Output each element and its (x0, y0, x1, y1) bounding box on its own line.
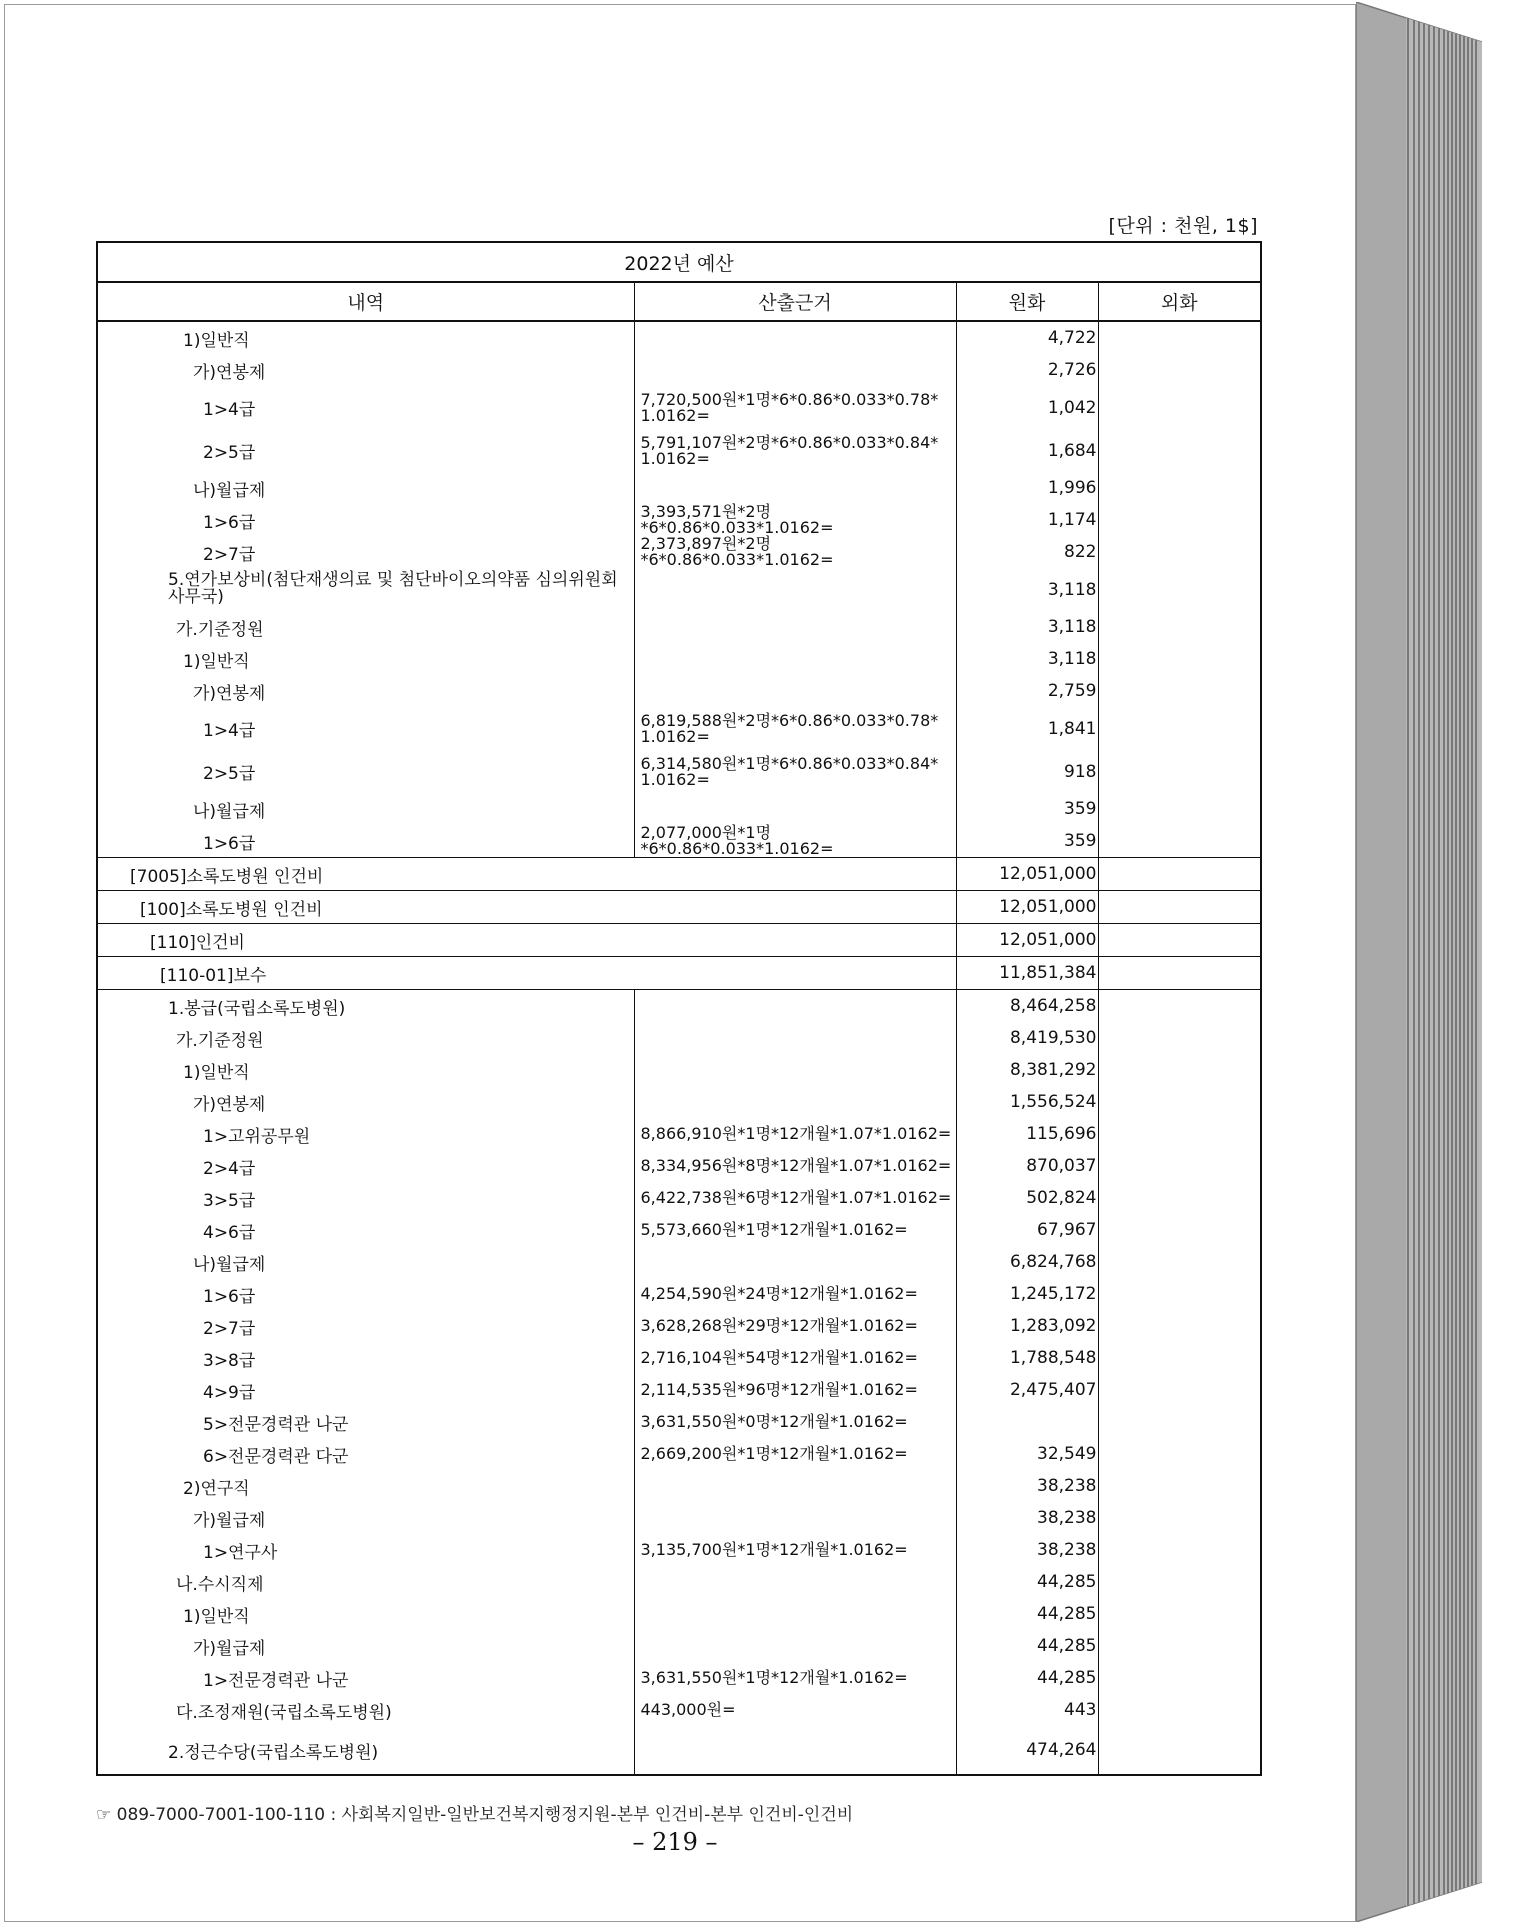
book-page-edges (1356, 2, 1482, 1922)
row-foreign-amount (1098, 1086, 1261, 1118)
row-item-label: [100]소록도병원 인건비 (140, 899, 323, 920)
row-krw-amount: 1,245,172 (956, 1278, 1098, 1310)
row-item-label: 1>고위공무원 (203, 1126, 311, 1147)
row-item-label: [7005]소록도병원 인건비 (130, 866, 324, 887)
row-item-cell (97, 1086, 634, 1118)
table-row (97, 1310, 1261, 1342)
row-item-cell (97, 1310, 634, 1342)
table-row (97, 1086, 1261, 1118)
row-foreign-amount (1098, 825, 1261, 858)
row-krw-amount: 3,118 (956, 611, 1098, 643)
row-item-cell (97, 1246, 634, 1278)
footer-reference: ☞ 089-7000-7001-100-110 : 사회복지일반-일반보건복지행정지원-본부 인건비-본부 인건비-인건비 (96, 1805, 854, 1825)
row-foreign-amount (1098, 924, 1261, 957)
row-item-label: 1.봉급(국립소록도병원) (168, 998, 346, 1019)
row-item-label: 2)연구직 (183, 1478, 250, 1499)
table-row (97, 957, 1261, 990)
table-title: 2022년 예산 (97, 242, 1261, 282)
row-basis-cell (634, 1022, 956, 1054)
row-foreign-amount (1098, 1726, 1261, 1775)
row-krw-amount: 38,238 (956, 1470, 1098, 1502)
row-item-label: 나)월급제 (193, 1254, 266, 1275)
row-basis-cell (634, 1630, 956, 1662)
table-row (97, 1374, 1261, 1406)
row-item-cell (97, 1406, 634, 1438)
row-foreign-amount (1098, 611, 1261, 643)
row-basis-cell: 6,819,588원*2명*6*0.86*0.033*0.78* 1.0162= (634, 707, 956, 750)
row-item-label: 다.조정재원(국립소록도병원) (176, 1702, 392, 1723)
row-basis-cell: 3,628,268원*29명*12개월*1.0162= (634, 1310, 956, 1342)
table-row (97, 611, 1261, 643)
row-item-label: 나)월급제 (193, 801, 266, 822)
row-item-cell (97, 1150, 634, 1182)
row-krw-amount: 6,824,768 (956, 1246, 1098, 1278)
row-foreign-amount (1098, 1278, 1261, 1310)
table-row (97, 321, 1261, 354)
table-row (97, 1566, 1261, 1598)
row-item-cell (97, 1502, 634, 1534)
row-foreign-amount (1098, 957, 1261, 990)
row-basis-cell: 2,716,104원*54명*12개월*1.0162= (634, 1342, 956, 1374)
row-krw-amount: 822 (956, 536, 1098, 568)
table-row (97, 1534, 1261, 1566)
row-basis-cell: 2,669,200원*1명*12개월*1.0162= (634, 1438, 956, 1470)
row-basis-cell: 2,114,535원*96명*12개월*1.0162= (634, 1374, 956, 1406)
row-item-label: 1)일반직 (183, 330, 250, 351)
row-item-label: 2>7급 (203, 1318, 256, 1339)
row-item-label: 1)일반직 (183, 1062, 250, 1083)
row-foreign-amount (1098, 429, 1261, 472)
table-row (97, 354, 1261, 386)
row-krw-amount: 38,238 (956, 1502, 1098, 1534)
row-basis-cell: 3,631,550원*1명*12개월*1.0162= (634, 1662, 956, 1694)
row-foreign-amount (1098, 472, 1261, 504)
row-item-cell (97, 1342, 634, 1374)
table-row (97, 858, 1261, 891)
row-item-label: 가)연봉제 (193, 683, 266, 704)
table-row (97, 1438, 1261, 1470)
row-basis-cell: 6,314,580원*1명*6*0.86*0.033*0.84* 1.0162= (634, 750, 956, 793)
row-basis-cell: 5,573,660원*1명*12개월*1.0162= (634, 1214, 956, 1246)
row-item-label: 2>5급 (203, 443, 256, 463)
row-krw-amount: 3,118 (956, 568, 1098, 611)
budget-table (96, 241, 1262, 1776)
row-basis-cell (634, 1054, 956, 1086)
row-item-cell (97, 1470, 634, 1502)
table-row (97, 1694, 1261, 1726)
row-item-cell (97, 750, 634, 793)
row-foreign-amount (1098, 1630, 1261, 1662)
row-item-label: 가.기준정원 (176, 619, 264, 640)
row-basis-cell (634, 1470, 956, 1502)
row-foreign-amount (1098, 536, 1261, 568)
row-item-label: 4>6급 (203, 1222, 256, 1243)
row-basis-cell: 3,135,700원*1명*12개월*1.0162= (634, 1534, 956, 1566)
row-item-label: 2>4급 (203, 1158, 256, 1179)
row-foreign-amount (1098, 1246, 1261, 1278)
row-basis-cell: 4,254,590원*24명*12개월*1.0162= (634, 1278, 956, 1310)
table-row (97, 1630, 1261, 1662)
row-item-label: 1>4급 (203, 400, 256, 420)
row-krw-amount: 32,549 (956, 1438, 1098, 1470)
table-row (97, 1598, 1261, 1630)
row-item-label: 1>4급 (203, 721, 256, 741)
row-foreign-amount (1098, 1502, 1261, 1534)
row-item-cell (97, 1438, 634, 1470)
row-item-label: 가.기준정원 (176, 1030, 264, 1051)
row-foreign-amount (1098, 1150, 1261, 1182)
row-foreign-amount (1098, 1406, 1261, 1438)
row-foreign-amount (1098, 990, 1261, 1023)
table-row (97, 1054, 1261, 1086)
row-foreign-amount (1098, 568, 1261, 611)
row-item-label: 1>연구사 (203, 1542, 278, 1563)
column-header-foreign: 외화 (1098, 282, 1261, 321)
row-item-label: 나.수시직제 (176, 1574, 264, 1595)
row-item-cell (97, 643, 634, 675)
table-row (97, 1278, 1261, 1310)
row-foreign-amount (1098, 1182, 1261, 1214)
row-item-cell (97, 1534, 634, 1566)
row-item-cell (97, 1726, 634, 1775)
row-item-label: 1)일반직 (183, 651, 250, 672)
row-krw-amount: 2,759 (956, 675, 1098, 707)
row-foreign-amount (1098, 1022, 1261, 1054)
row-basis-cell: 8,334,956원*8명*12개월*1.07*1.0162= (634, 1150, 956, 1182)
table-row (97, 504, 1261, 536)
row-krw-amount: 8,419,530 (956, 1022, 1098, 1054)
row-krw-amount (956, 1406, 1098, 1438)
row-item-cell (97, 536, 634, 568)
row-item-cell (97, 707, 634, 750)
row-krw-amount: 870,037 (956, 1150, 1098, 1182)
table-row (97, 1246, 1261, 1278)
table-row (97, 1662, 1261, 1694)
row-krw-amount: 443 (956, 1694, 1098, 1726)
row-item-cell (97, 793, 634, 825)
row-basis-cell: 6,422,738원*6명*12개월*1.07*1.0162= (634, 1182, 956, 1214)
row-item-label: 1>6급 (203, 512, 256, 533)
row-item-label: 5.연가보상비(첨단재생의료 및 첨단바이오의약품 심의위원회 사무국) (168, 570, 618, 607)
row-basis-cell (634, 1566, 956, 1598)
row-item-cell (97, 1598, 634, 1630)
row-item-label: 4>9급 (203, 1382, 256, 1403)
row-basis-cell: 3,393,571원*2명*6*0.86*0.033*1.0162= (634, 504, 956, 536)
row-foreign-amount (1098, 1438, 1261, 1470)
row-basis-cell: 443,000원= (634, 1694, 956, 1726)
row-item-cell (97, 1054, 634, 1086)
row-foreign-amount (1098, 675, 1261, 707)
row-krw-amount: 12,051,000 (956, 924, 1098, 957)
row-foreign-amount (1098, 750, 1261, 793)
row-krw-amount: 1,996 (956, 472, 1098, 504)
row-item-cell (97, 504, 634, 536)
row-krw-amount: 3,118 (956, 643, 1098, 675)
row-krw-amount: 2,475,407 (956, 1374, 1098, 1406)
row-basis-cell (634, 643, 956, 675)
table-row (97, 568, 1261, 611)
row-basis-cell (634, 1726, 956, 1775)
row-item-label: 1>전문경력관 나군 (203, 1670, 349, 1691)
row-item-label: 3>5급 (203, 1190, 256, 1211)
row-basis-cell: 7,720,500원*1명*6*0.86*0.033*0.78* 1.0162= (634, 386, 956, 429)
row-item-label: 6>전문경력관 다군 (203, 1446, 349, 1467)
row-krw-amount: 1,283,092 (956, 1310, 1098, 1342)
row-item-label: 1>6급 (203, 1286, 256, 1307)
row-krw-amount: 918 (956, 750, 1098, 793)
row-krw-amount: 115,696 (956, 1118, 1098, 1150)
row-item-label: 3>8급 (203, 1350, 256, 1371)
row-item-cell (97, 354, 634, 386)
table-row (97, 924, 1261, 957)
row-item-cell (97, 1566, 634, 1598)
row-foreign-amount (1098, 643, 1261, 675)
row-foreign-amount (1098, 858, 1261, 891)
row-foreign-amount (1098, 1662, 1261, 1694)
row-krw-amount: 1,042 (956, 386, 1098, 429)
row-basis-cell (634, 354, 956, 386)
table-row (97, 891, 1261, 924)
row-item-cell (97, 858, 956, 891)
row-foreign-amount (1098, 1598, 1261, 1630)
row-basis-cell (634, 1086, 956, 1118)
row-krw-amount: 359 (956, 793, 1098, 825)
table-row (97, 793, 1261, 825)
row-item-label: 5>전문경력관 나군 (203, 1414, 349, 1435)
row-krw-amount: 44,285 (956, 1630, 1098, 1662)
table-row (97, 1182, 1261, 1214)
row-krw-amount: 4,722 (956, 321, 1098, 354)
row-item-cell (97, 957, 956, 990)
row-item-cell (97, 429, 634, 472)
column-header-krw: 원화 (956, 282, 1098, 321)
table-row (97, 1406, 1261, 1438)
row-foreign-amount (1098, 321, 1261, 354)
row-item-cell (97, 472, 634, 504)
row-item-label: [110]인건비 (150, 932, 245, 953)
table-row (97, 750, 1261, 793)
row-krw-amount: 12,051,000 (956, 891, 1098, 924)
row-item-cell (97, 1118, 634, 1150)
table-row (97, 1214, 1261, 1246)
row-krw-amount: 11,851,384 (956, 957, 1098, 990)
row-basis-cell: 2,373,897원*2명*6*0.86*0.033*1.0162= (634, 536, 956, 568)
table-row (97, 386, 1261, 429)
row-krw-amount: 1,556,524 (956, 1086, 1098, 1118)
table-row (97, 707, 1261, 750)
table-row (97, 1150, 1261, 1182)
row-krw-amount: 38,238 (956, 1534, 1098, 1566)
unit-label: [단위 : 천원, 1$] (1108, 215, 1258, 237)
row-basis-cell: 5,791,107원*2명*6*0.86*0.033*0.84* 1.0162= (634, 429, 956, 472)
row-krw-amount: 8,381,292 (956, 1054, 1098, 1086)
column-header-item: 내역 (97, 282, 634, 321)
row-krw-amount: 474,264 (956, 1726, 1098, 1775)
row-item-label: 2>5급 (203, 764, 256, 784)
row-item-cell (97, 611, 634, 643)
row-krw-amount: 359 (956, 825, 1098, 858)
row-item-label: 2>7급 (203, 544, 256, 565)
row-foreign-amount (1098, 1694, 1261, 1726)
row-foreign-amount (1098, 504, 1261, 536)
row-krw-amount: 502,824 (956, 1182, 1098, 1214)
row-item-label: 가)월급제 (193, 1638, 266, 1659)
row-item-cell (97, 568, 634, 611)
row-krw-amount: 44,285 (956, 1598, 1098, 1630)
row-item-label: 가)연봉제 (193, 362, 266, 383)
row-item-cell (97, 1182, 634, 1214)
table-row (97, 1470, 1261, 1502)
row-basis-cell: 8,866,910원*1명*12개월*1.07*1.0162= (634, 1118, 956, 1150)
row-foreign-amount (1098, 1054, 1261, 1086)
column-header-basis: 산출근거 (634, 282, 956, 321)
table-row (97, 643, 1261, 675)
row-krw-amount: 2,726 (956, 354, 1098, 386)
table-row (97, 1118, 1261, 1150)
row-item-label: 가)연봉제 (193, 1094, 266, 1115)
row-krw-amount: 1,684 (956, 429, 1098, 472)
row-krw-amount: 8,464,258 (956, 990, 1098, 1023)
row-foreign-amount (1098, 354, 1261, 386)
row-item-cell (97, 1662, 634, 1694)
row-item-label: 가)월급제 (193, 1510, 266, 1531)
table-row (97, 472, 1261, 504)
row-item-cell (97, 990, 634, 1023)
row-foreign-amount (1098, 1566, 1261, 1598)
row-basis-cell (634, 990, 956, 1023)
row-item-cell (97, 1374, 634, 1406)
row-item-cell (97, 1022, 634, 1054)
row-basis-cell (634, 611, 956, 643)
row-item-cell (97, 1278, 634, 1310)
row-basis-cell (634, 793, 956, 825)
row-item-label: 1)일반직 (183, 1606, 250, 1627)
row-krw-amount: 44,285 (956, 1566, 1098, 1598)
row-krw-amount: 44,285 (956, 1662, 1098, 1694)
table-row (97, 536, 1261, 568)
row-foreign-amount (1098, 386, 1261, 429)
row-foreign-amount (1098, 793, 1261, 825)
row-basis-cell: 2,077,000원*1명*6*0.86*0.033*1.0162= (634, 825, 956, 858)
row-item-cell (97, 675, 634, 707)
page-number: – 219 – (632, 1828, 718, 1856)
row-item-cell (97, 891, 956, 924)
table-row (97, 990, 1261, 1023)
row-krw-amount: 12,051,000 (956, 858, 1098, 891)
row-foreign-amount (1098, 707, 1261, 750)
row-krw-amount: 67,967 (956, 1214, 1098, 1246)
row-item-label: [110-01]보수 (160, 965, 267, 986)
row-item-cell (97, 1214, 634, 1246)
row-foreign-amount (1098, 1470, 1261, 1502)
row-basis-cell (634, 472, 956, 504)
row-basis-cell (634, 568, 956, 611)
row-item-cell (97, 1694, 634, 1726)
table-row (97, 1342, 1261, 1374)
row-basis-cell (634, 675, 956, 707)
table-row (97, 1022, 1261, 1054)
row-item-cell (97, 1630, 634, 1662)
table-row (97, 429, 1261, 472)
table-row (97, 1502, 1261, 1534)
row-basis-cell: 3,631,550원*0명*12개월*1.0162= (634, 1406, 956, 1438)
row-item-label: 1>6급 (203, 833, 256, 854)
row-foreign-amount (1098, 1310, 1261, 1342)
row-foreign-amount (1098, 891, 1261, 924)
row-krw-amount: 1,174 (956, 504, 1098, 536)
row-item-label: 나)월급제 (193, 480, 266, 501)
row-item-label: 2.정근수당(국립소록도병원) (168, 1742, 379, 1763)
table-row (97, 675, 1261, 707)
row-krw-amount: 1,841 (956, 707, 1098, 750)
row-item-cell (97, 825, 634, 858)
row-foreign-amount (1098, 1342, 1261, 1374)
table-row (97, 1726, 1261, 1775)
row-foreign-amount (1098, 1374, 1261, 1406)
row-basis-cell (634, 1502, 956, 1534)
row-item-cell (97, 321, 634, 354)
row-foreign-amount (1098, 1118, 1261, 1150)
row-basis-cell (634, 1598, 956, 1630)
row-foreign-amount (1098, 1214, 1261, 1246)
row-item-cell (97, 924, 956, 957)
row-basis-cell (634, 321, 956, 354)
table-row (97, 825, 1261, 858)
row-krw-amount: 1,788,548 (956, 1342, 1098, 1374)
row-item-cell (97, 386, 634, 429)
row-foreign-amount (1098, 1534, 1261, 1566)
row-basis-cell (634, 1246, 956, 1278)
